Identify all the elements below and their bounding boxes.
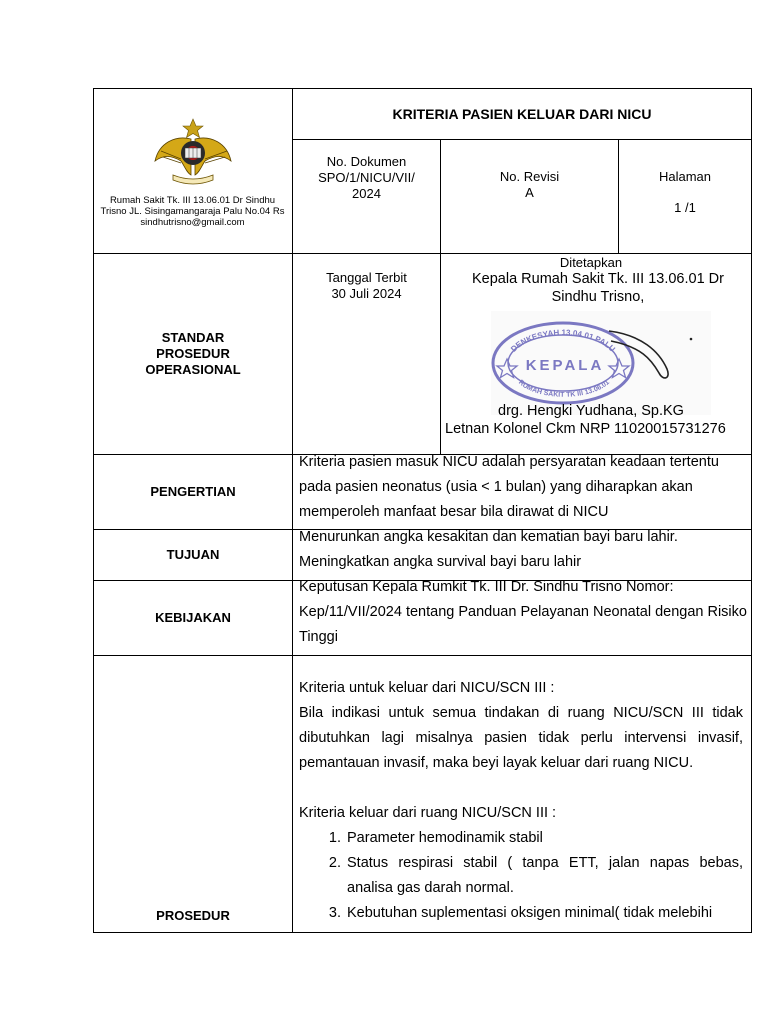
revision-cell	[441, 140, 618, 253]
official-stamp-icon	[491, 311, 711, 415]
kebijakan-label: KEBIJAKAN	[155, 610, 231, 625]
set-label: Ditetapkan	[559, 255, 623, 270]
list-item: 1. Parameter hemodinamik stabil	[345, 826, 743, 851]
issue-date-cell	[293, 254, 440, 454]
prosedur-heading-2: Kriteria keluar dari ruang NICU/SCN III :	[299, 805, 557, 821]
pengertian-text: Kriteria pasien masuk NICU adalah persyaratan keadaan tertentu pada pasien neonatus (usia < 1 bulan) yang diharapkan akan memperoleh manfaat besar bila dirawat di NICU	[299, 454, 719, 520]
hospital-header-cell	[93, 88, 292, 253]
doc-number-label: No. Dokumen	[326, 154, 407, 169]
border-bottom	[93, 932, 752, 933]
document-title: KRITERIA PASIEN KELUAR DARI NICU	[392, 106, 652, 122]
document-title-cell	[293, 89, 751, 139]
kebijakan-text: Keputusan Kepala Rumkit Tk. III Dr. Sindhu Trisno Nomor: Kep/11/VII/2024 tentang Panduan Pelayanan Neonatal dengan Risiko Tinggi	[299, 579, 747, 645]
revision-value: A	[525, 185, 534, 200]
prosedur-spacer	[299, 776, 743, 801]
doc-number-cell	[293, 140, 440, 253]
pengertian-label-cell	[94, 455, 292, 529]
signer-rank: Letnan Kolonel Ckm NRP 11020015731276	[445, 421, 726, 437]
prosedur-heading-1: Kriteria untuk keluar dari NICU/SCN III :	[299, 680, 555, 696]
pengertian-label: PENGERTIAN	[150, 484, 236, 499]
prosedur-criteria-list	[299, 826, 743, 926]
tujuan-label-cell	[94, 530, 292, 580]
issue-date-label: Tanggal Terbit	[326, 270, 407, 285]
approval-cell	[441, 254, 751, 454]
sop-label-cell	[94, 254, 292, 454]
stamp-top-text: DENKESYAH 13.04.01 PALU	[509, 328, 617, 354]
hospital-info: Rumah Sakit Tk. III 13.06.01 Dr Sindhu Trisno JL. Sisingamangaraja Palu No.04 Rs sindhutrisno@gmail.com	[100, 195, 285, 228]
doc-number-value: SPO/1/NICU/VII/ 2024	[318, 170, 415, 201]
sop-label: STANDAR PROSEDUR OPERASIONAL	[145, 330, 241, 377]
tujuan-label: TUJUAN	[166, 547, 220, 562]
list-item: 3. Kebutuhan suplementasi oksigen minimal( tidak melebihi	[345, 901, 743, 926]
prosedur-content	[299, 676, 743, 931]
page-cell	[619, 140, 751, 253]
hospital-logo	[151, 117, 235, 189]
prosedur-label-cell	[94, 908, 292, 924]
tujuan-text	[299, 525, 747, 575]
prosedur-label: PROSEDUR	[156, 908, 230, 923]
sop-document	[93, 88, 752, 933]
revision-label: No. Revisi	[499, 169, 560, 184]
issue-date-value: 30 Juli 2024	[331, 286, 402, 301]
tujuan-line-1: Menurunkan angka kesakitan dan kematian bayi baru lahir.	[299, 529, 678, 545]
page-label: Halaman	[658, 169, 712, 184]
signature-stamp-area	[491, 311, 711, 415]
page-value: 1 /1	[674, 200, 696, 215]
border-right	[751, 88, 752, 933]
prosedur-paragraph-1: Bila indikasi untuk semua tindakan di ruang NICU/SCN III tidak dibutuhkan lagi misalnya pasien tidak perlu intervensi invasif, pemantauan invasif, maka beyi layak keluar dari ruang NICU.	[299, 705, 743, 771]
kebijakan-label-cell	[94, 581, 292, 655]
tujuan-line-2: Meningkatkan angka survival bayi baru lahir	[299, 554, 582, 570]
list-item: 2. Status respirasi stabil ( tanpa ETT, jalan napas bebas, analisa gas darah normal.	[345, 851, 743, 901]
stamp-center-text: KEPALA	[525, 357, 605, 374]
official-title: Kepala Rumah Sakit Tk. III 13.06.01 Dr Sindhu Trisno,	[471, 271, 724, 305]
signer-name: drg. Hengki Yudhana, Sp.KG	[498, 403, 684, 419]
kebijakan-divider	[93, 655, 752, 656]
stamp-bottom-text: RUMAH SAKIT TK III 13.06.01	[517, 379, 611, 399]
